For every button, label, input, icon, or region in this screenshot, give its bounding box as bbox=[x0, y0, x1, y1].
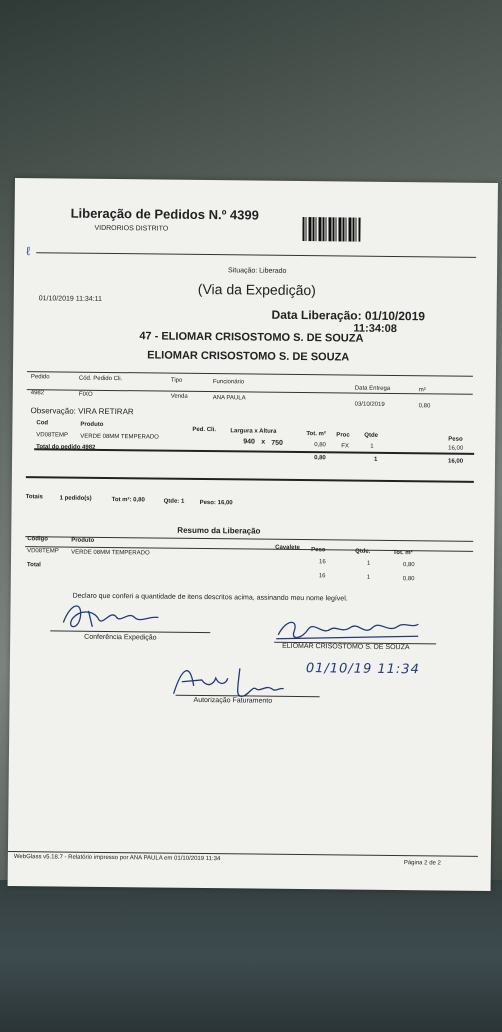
totais-label: Totais bbox=[25, 494, 43, 501]
resumo-row-tot-m2: 0,80 bbox=[402, 562, 415, 569]
totais-peso: Peso: 16,00 bbox=[199, 499, 233, 507]
totais-pedidos: 1 pedido(s) bbox=[59, 495, 92, 502]
observacao: Observação: VIRA RETIRAR bbox=[30, 406, 134, 417]
order-header-cod-pedido: Cód. Pedido Cli. bbox=[78, 375, 123, 383]
resumo-header-cavalete: Cavalete bbox=[275, 544, 300, 552]
product-header-cod: Cod bbox=[36, 420, 49, 427]
item-name: VERDE 08MM TEMPERADO bbox=[80, 433, 159, 441]
resumo-header-produto: Produto bbox=[71, 537, 95, 544]
footer-page-number: Página 2 de 2 bbox=[403, 860, 441, 867]
product-header-produto: Produto bbox=[80, 421, 104, 428]
totais-qtde: Qtde: 1 bbox=[163, 498, 185, 505]
resumo-header-qtde: Qtde. bbox=[355, 548, 371, 555]
resumo-total-peso: 16 bbox=[318, 573, 326, 580]
product-header-ped-cli: Ped. Cli. bbox=[192, 426, 217, 434]
totais-tot-m2: Tot m²: 0,80 bbox=[111, 497, 145, 504]
item-tot: 0,80 bbox=[314, 442, 326, 449]
order-row-pedido: 4982 bbox=[30, 390, 45, 397]
barcode-image bbox=[302, 217, 360, 242]
product-header-proc: Proc bbox=[336, 432, 350, 439]
item-peso: 16,00 bbox=[448, 445, 464, 452]
footer-report-info: WebGlass v5.18.7 - Relatório impresso por ANA PAULA em 01/10/2019 11:34 bbox=[13, 854, 221, 863]
autorizacao-label: Autorização Faturamento bbox=[193, 696, 273, 705]
product-header-dims: Largura x Altura bbox=[230, 428, 277, 435]
order-header-funcionario: Funcionário bbox=[212, 379, 245, 386]
resumo-total-label: Total bbox=[26, 562, 41, 569]
product-bottom-rule bbox=[26, 476, 474, 483]
total-pedido-label: Total do pedido 4982 bbox=[36, 444, 96, 451]
conferencia-label: Conferência Expedição bbox=[84, 633, 157, 642]
data-liberacao: Data Liberação: 01/10/2019 bbox=[271, 307, 426, 324]
order-row-funcionario: ANA PAULA bbox=[212, 395, 246, 402]
product-header-peso: Peso bbox=[448, 436, 463, 443]
background-fabric bbox=[0, 880, 502, 1032]
resumo-row-codigo: VD08TEMP bbox=[27, 548, 59, 555]
order-row-data-entrega: 03/10/2019 bbox=[354, 401, 385, 408]
handwritten-date: 01/10/19 11:34 bbox=[305, 661, 420, 678]
order-header-data-entrega: Data Entrega bbox=[354, 385, 391, 392]
pen-mark: ℓ bbox=[26, 244, 31, 259]
order-row-tipo: Venda bbox=[170, 393, 188, 400]
item-qtde: 1 bbox=[370, 443, 374, 450]
item-code: VD08TEMP bbox=[36, 432, 69, 439]
order-header-rule bbox=[27, 389, 473, 395]
company-name: VIDRORIOS DISTRITO bbox=[94, 224, 169, 233]
total-pedido-tot: 0,80 bbox=[314, 455, 326, 462]
hora-liberacao: 11:34:08 bbox=[353, 322, 397, 336]
resumo-total-m2: 0,80 bbox=[402, 576, 415, 583]
header-divider bbox=[36, 252, 476, 258]
order-row-m2: 0,80 bbox=[418, 403, 431, 410]
resumo-header-tot-m2: Tot. m² bbox=[393, 549, 413, 557]
order-header-tipo: Tipo bbox=[170, 377, 183, 384]
item-height: 750 bbox=[271, 439, 283, 447]
client-line-1: 47 - ELIOMAR CRISOSTOMO S. DE SOUZA bbox=[139, 330, 364, 345]
via-label: (Via da Expedição) bbox=[197, 280, 316, 299]
document-title: Liberação de Pedidos N.º 4399 bbox=[70, 205, 259, 223]
item-proc: FX bbox=[341, 443, 349, 450]
product-header-qtde: Qtde bbox=[364, 432, 379, 439]
resumo-row-produto: VERDE 08MM TEMPERADO bbox=[71, 549, 150, 557]
resumo-row-peso: 16 bbox=[318, 559, 326, 566]
document-page bbox=[8, 178, 498, 891]
resumo-row-qtde: 1 bbox=[366, 560, 371, 567]
order-header-pedido: Pedido bbox=[30, 374, 50, 381]
client-name-label: ELIOMAR CRISOSTOMO S. DE SOUZA bbox=[282, 642, 410, 652]
resumo-header-peso: Peso bbox=[311, 547, 326, 554]
resumo-title: Resumo da Liberação bbox=[177, 525, 261, 536]
resumo-header-codigo: Código bbox=[27, 536, 48, 543]
printed-timestamp: 01/10/2019 11:34:11 bbox=[38, 295, 102, 303]
declaration-text: Declaro que conferi a quantidade de itens descritos acima, assinando meu nome legível. bbox=[72, 592, 348, 603]
situacao-label: Situação: Liberado bbox=[228, 267, 287, 275]
resumo-total-qtde: 1 bbox=[366, 574, 371, 581]
total-pedido-qtde: 1 bbox=[374, 456, 378, 463]
total-pedido-peso: 16,00 bbox=[448, 458, 464, 465]
item-dims-x: x bbox=[261, 438, 266, 446]
order-row-cod-pedido: FIXO bbox=[78, 391, 93, 398]
order-header-m2: m² bbox=[418, 387, 426, 394]
item-width: 940 bbox=[243, 438, 255, 446]
client-line-2: ELIOMAR CRISOSTOMO S. DE SOUZA bbox=[147, 349, 350, 364]
product-header-tot: Tot. m² bbox=[306, 431, 326, 438]
